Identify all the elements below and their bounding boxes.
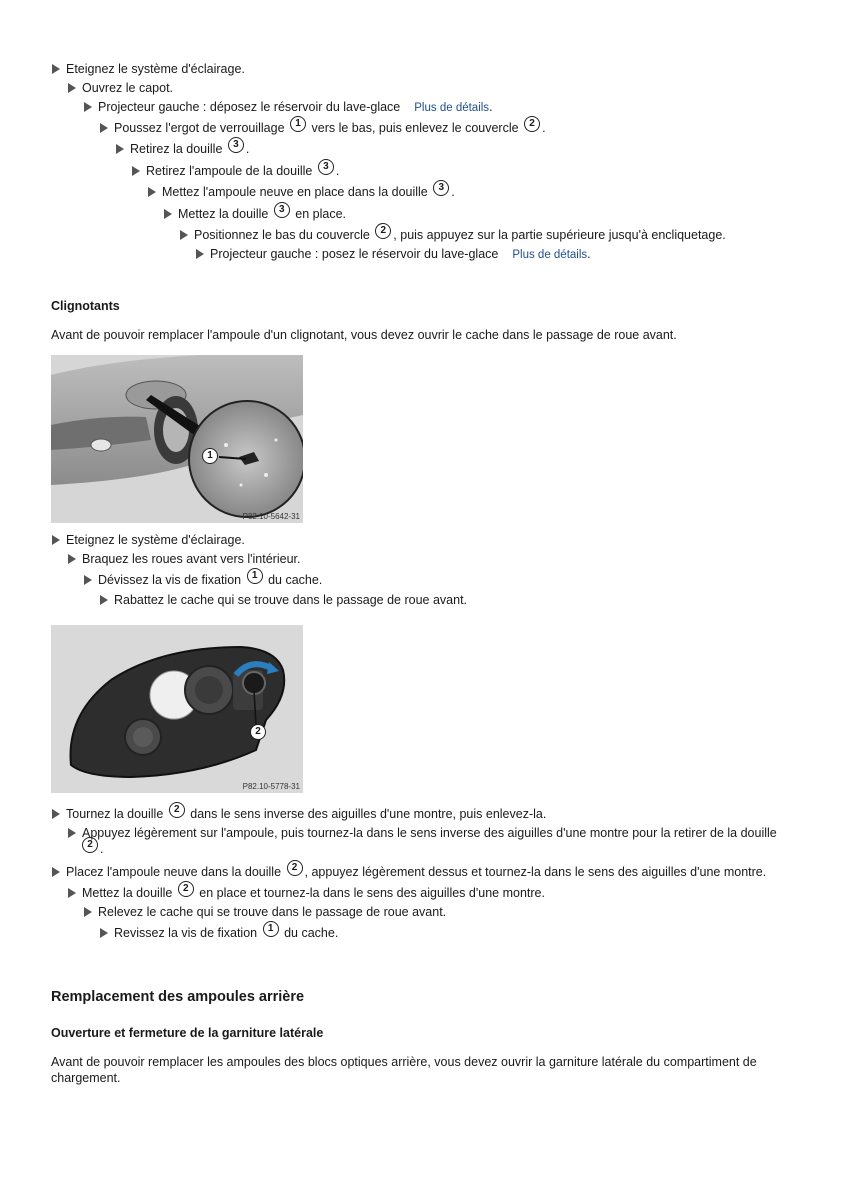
- step-insert-new-bulb: [148, 184, 455, 200]
- step-text: Mettez la douille: [82, 886, 173, 900]
- rear-intro: Avant de pouvoir remplacer les ampoules des blocs optiques arrière, vous devez ouvrir la garniture latérale du compartiment de chargement.: [51, 1055, 757, 1085]
- step-arrow-icon: [52, 809, 60, 819]
- step-text: , appuyez légèrement dessus et tournez-la dans le sens des aiguilles d'une montre.: [304, 865, 767, 879]
- callout-2-icon: 2: [524, 116, 540, 132]
- step-text: Braquez les roues avant vers l'intérieur.: [82, 552, 301, 566]
- step-arrow-icon: [52, 867, 60, 877]
- step-arrow-icon: [84, 575, 92, 585]
- step-arrow-icon: [196, 249, 204, 259]
- step-arrow-icon: [100, 123, 108, 133]
- step-remove-socket: [116, 141, 249, 157]
- step-text: Eteignez le système d'éclairage.: [66, 62, 245, 76]
- step-arrow-icon: [180, 230, 188, 240]
- step-raise-cover: [84, 904, 446, 920]
- step-arrow-icon: [100, 928, 108, 938]
- more-details-link[interactable]: Plus de détails: [512, 249, 588, 261]
- step-unscrew-screw: [84, 572, 322, 588]
- figure-headlamp-rear: [51, 625, 303, 793]
- step-arrow-icon: [52, 64, 60, 74]
- step-text-end: .: [587, 247, 591, 261]
- step-text: vers le bas, puis enlevez le couvercle: [311, 121, 519, 135]
- step-fold-cover: [100, 592, 467, 608]
- step-text: , puis appuyez sur la partie supérieure jusqu'à encliquetage.: [393, 228, 726, 242]
- step-text: Poussez l'ergot de verrouillage: [114, 121, 285, 135]
- step-text-end: .: [489, 100, 493, 114]
- callout-3-icon: 3: [318, 159, 334, 175]
- step-text: Dévissez la vis de fixation: [98, 573, 242, 587]
- section-heading-clignotants: Clignotants: [51, 299, 120, 313]
- step-position-cover: [180, 227, 726, 243]
- callout-2-icon: 2: [287, 860, 303, 876]
- step-text: du cache.: [268, 573, 323, 587]
- step-text: Tournez la douille: [66, 807, 164, 821]
- clignotants-intro: Avant de pouvoir remplacer l'ampoule d'un clignotant, vous devez ouvrir le cache dans le passage de roue avant.: [51, 328, 677, 342]
- headlamp-illustration: [51, 625, 303, 793]
- step-text: Retirez la douille: [130, 142, 223, 156]
- figure-caption: P82.10-5642-31: [242, 512, 300, 521]
- callout-1-icon: 1: [247, 568, 263, 584]
- step-text: Mettez l'ampoule neuve en place dans la douille: [162, 185, 428, 199]
- callout-2-icon: 2: [375, 223, 391, 239]
- step-text: Positionnez le bas du couvercle: [194, 228, 370, 242]
- step-arrow-icon: [84, 102, 92, 112]
- step-arrow-icon: [68, 554, 76, 564]
- step-text: Projecteur gauche : posez le réservoir du lave-glace: [210, 247, 499, 261]
- step-arrow-icon: [68, 888, 76, 898]
- callout-2-icon: 2: [178, 881, 194, 897]
- step-text: dans le sens inverse des aiguilles d'une montre, puis enlevez-la.: [190, 807, 547, 821]
- step-text: du cache.: [284, 926, 339, 940]
- step-remove-bulb: [132, 163, 339, 179]
- step-text: Rabattez le cache qui se trouve dans le passage de roue avant.: [114, 593, 468, 607]
- step-text: Revissez la vis de fixation: [114, 926, 258, 940]
- step-place-new-bulb: [52, 864, 766, 880]
- more-details-link[interactable]: Plus de détails: [414, 102, 490, 114]
- figure-wheel-arch-cover: [51, 355, 303, 523]
- callout-1-icon: 1: [290, 116, 306, 132]
- step-text: Relevez le cache qui se trouve dans le passage de roue avant.: [98, 905, 447, 919]
- step-text: Placez l'ampoule neuve dans la douille: [66, 865, 282, 879]
- callout-2-icon: 2: [169, 802, 185, 818]
- step-install-socket: [164, 206, 346, 222]
- step-arrow-icon: [52, 535, 60, 545]
- step-text-end: .: [451, 185, 455, 199]
- step-install-washer-reservoir: [196, 246, 591, 263]
- step-text: en place et tournez-la dans le sens des aiguilles d'une montre.: [199, 886, 545, 900]
- step-push-locking-lug: [100, 120, 546, 136]
- callout-1-icon: 1: [202, 448, 218, 464]
- callout-3-icon: 3: [228, 137, 244, 153]
- step-turn-wheels: [68, 551, 300, 567]
- step-arrow-icon: [100, 595, 108, 605]
- car-front-illustration: [51, 355, 303, 523]
- step-switch-off-lights: [52, 61, 245, 77]
- step-text: Mettez la douille: [178, 207, 269, 221]
- step-text-end: .: [335, 164, 340, 178]
- step-arrow-icon: [116, 144, 124, 154]
- step-remove-washer-reservoir: [84, 99, 493, 116]
- step-press-bulb: [68, 825, 808, 857]
- step-text: Projecteur gauche : déposez le réservoir du lave-glace: [98, 100, 401, 114]
- step-text-end: .: [245, 142, 250, 156]
- step-text: Eteignez le système d'éclairage.: [66, 533, 245, 547]
- callout-1-icon: 1: [263, 921, 279, 937]
- section-heading-rear-bulbs: Remplacement des ampoules arrière: [51, 989, 305, 1005]
- step-text: Retirez l'ampoule de la douille: [146, 164, 313, 178]
- callout-2-icon: 2: [82, 837, 98, 853]
- step-arrow-icon: [84, 907, 92, 917]
- figure-caption: P82.10-5778-31: [242, 782, 300, 791]
- step-retighten-screw: [100, 925, 338, 941]
- step-arrow-icon: [132, 166, 140, 176]
- step-install-socket-turn: [68, 885, 545, 901]
- step-turn-socket: [52, 806, 546, 822]
- step-text: Ouvrez le capot.: [82, 81, 174, 95]
- callout-3-icon: 3: [274, 202, 290, 218]
- step-arrow-icon: [164, 209, 172, 219]
- callout-3-icon: 3: [433, 180, 449, 196]
- step-switch-off-lights: [52, 532, 245, 548]
- step-text-end: .: [100, 842, 104, 856]
- step-open-hood: [68, 80, 173, 96]
- step-text: en place.: [295, 207, 347, 221]
- step-arrow-icon: [148, 187, 156, 197]
- step-arrow-icon: [68, 83, 76, 93]
- step-arrow-icon: [68, 828, 76, 838]
- step-text-end: .: [542, 121, 546, 135]
- subheading-side-trim: Ouverture et fermeture de la garniture latérale: [51, 1026, 324, 1040]
- callout-2-icon: 2: [250, 724, 266, 740]
- step-text: Appuyez légèrement sur l'ampoule, puis tournez-la dans le sens inverse des aiguilles d'une montre pour la retirer de la douille: [82, 826, 777, 840]
